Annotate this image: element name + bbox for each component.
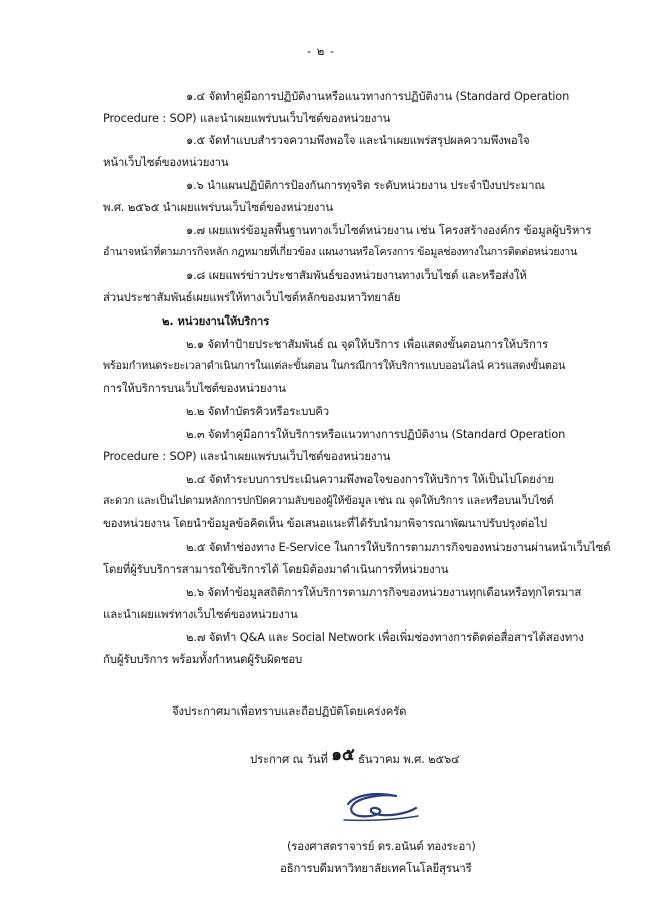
item-2-2: ๒.๒ จัดทำบัตรคิวหรือระบบคิว	[186, 404, 330, 418]
item-2-7-line-1: ๒.๗ จัดทำ Q&A และ Social Network เพื่อเพิ่มช่องทางการติดต่อสื่อสารได้สองทาง	[186, 630, 584, 644]
item-1-7-line-2: อำนาจหน้าที่ตามภารกิจหลัก กฎหมายที่เกี่ยวข้อง แผนงานหรือโครงการ ข้อมูลช่องทางในการติดต่อหน่วยงาน	[103, 245, 577, 258]
item-2-4-line-1: ๒.๔ จัดทำระบบการประเมินความพึงพอใจของการให้บริการ ให้เป็นไปโดยง่าย	[186, 472, 554, 486]
announcement-date	[250, 745, 460, 767]
announce-day: ๑๕	[331, 745, 355, 765]
section-2-heading: ๒. หน่วยงานให้บริการ	[162, 314, 270, 328]
item-1-8-line-1: ๑.๘ เผยแพร่ข่าวประชาสัมพันธ์ของหน่วยงานทางเว็บไซต์ และหรือส่งให้	[186, 268, 527, 282]
item-2-5-line-1: ๒.๕ จัดทำช่องทาง E-Service ในการให้บริการตามภารกิจของหน่วยงานผ่านหน้าเว็บไซต์	[186, 540, 611, 554]
item-1-7-line-1: ๑.๗ เผยแพร่ข้อมูลพื้นฐานทางเว็บไซต์หน่วยงาน เช่น โครงสร้างองค์กร ข้อมูลผู้บริหาร	[186, 223, 592, 237]
item-2-4-line-2: สะดวก และเป็นไปตามหลักการปกปิดความลับของผู้ให้ข้อมูล เช่น ณ จุดให้บริการ และหรือบนเว็บไซต์	[103, 494, 554, 507]
item-2-1-line-1: ๒.๑ จัดทำป้ายประชาสัมพันธ์ ณ จุดให้บริการ เพื่อแสดงขั้นตอนการให้บริการ	[186, 337, 548, 351]
item-2-1-line-3: การให้บริการบนเว็บไซต์ของหน่วยงาน	[103, 381, 286, 395]
item-1-4-line-1: ๑.๔ จัดทำคู่มือการปฏิบัติงานหรือแนวทางการปฏิบัติงาน (Standard Operation	[186, 89, 570, 103]
item-2-6-line-1: ๒.๖ จัดทำข้อมูลสถิติการให้บริการตามภารกิจของหน่วยงานทุกเดือนหรือทุกไตรมาส	[186, 585, 582, 599]
signatory-title: อธิการบดีมหาวิทยาลัยเทคโนโลยีสุรนารี	[280, 861, 472, 875]
closing-statement: จึงประกาศมาเพื่อทราบและถือปฏิบัติโดยเคร่งครัด	[172, 704, 407, 718]
announce-prefix: ประกาศ ณ วันที่	[250, 752, 328, 766]
item-1-8-line-2: ส่วนประชาสัมพันธ์เผยแพร่ให้ทางเว็บไซต์หลักของมหาวิทยาลัย	[103, 290, 401, 304]
item-2-3-line-2: Procedure : SOP) และนำเผยแพร่บนเว็บไซต์ของหน่วยงาน	[103, 449, 391, 463]
signature-image	[326, 790, 426, 826]
signatory-name: (รองศาสตราจารย์ ดร.อนันต์ ทองระอา)	[287, 839, 476, 853]
item-2-5-line-2: โดยที่ผู้รับบริการสามารถใช้บริการได้ โดยมิต้องมาดำเนินการที่หน่วยงาน	[103, 562, 449, 576]
item-1-5-line-1: ๑.๕ จัดทำแบบสำรวจความพึงพอใจ และนำเผยแพร่สรุปผลความพึงพอใจ	[186, 133, 530, 147]
item-2-3-line-1: ๒.๓ จัดทำคู่มือการให้บริการหรือแนวทางการปฏิบัติงาน (Standard Operation	[186, 427, 566, 441]
item-2-4-line-3: ของหน่วยงาน โดยนำข้อมูลข้อคิดเห็น ข้อเสนอแนะที่ได้รับนำมาพิจารณาพัฒนาปรับปรุงต่อไป	[103, 516, 548, 530]
item-1-6-line-2: พ.ศ. ๒๕๖๕ นำเผยแพร่บนเว็บไซต์ของหน่วยงาน	[103, 200, 334, 214]
item-1-5-line-2: หน้าเว็บไซต์ของหน่วยงาน	[103, 155, 229, 169]
page-number: - ๒ -	[307, 44, 336, 58]
item-2-1-line-2: พร้อมกำหนดระยะเวลาดำเนินการในแต่ละขั้นตอน ในกรณีการให้บริการแบบออนไลน์ ควรแสดงขั้นตอน	[103, 359, 566, 372]
item-2-7-line-2: กับผู้รับบริการ พร้อมทั้งกำหนดผู้รับผิดชอบ	[103, 652, 303, 666]
item-1-6-line-1: ๑.๖ นำแผนปฏิบัติการป้องกันการทุจริต ระดับหน่วยงาน ประจำปีงบประมาณ	[186, 178, 545, 192]
item-1-4-line-2: Procedure : SOP) และนำเผยแพร่บนเว็บไซต์ของหน่วยงาน	[103, 111, 391, 125]
item-2-6-line-2: และนำเผยแพร่ทางเว็บไซต์ของหน่วยงาน	[103, 607, 298, 621]
announce-month-year: ธันวาคม พ.ศ. ๒๕๖๔	[358, 752, 460, 766]
